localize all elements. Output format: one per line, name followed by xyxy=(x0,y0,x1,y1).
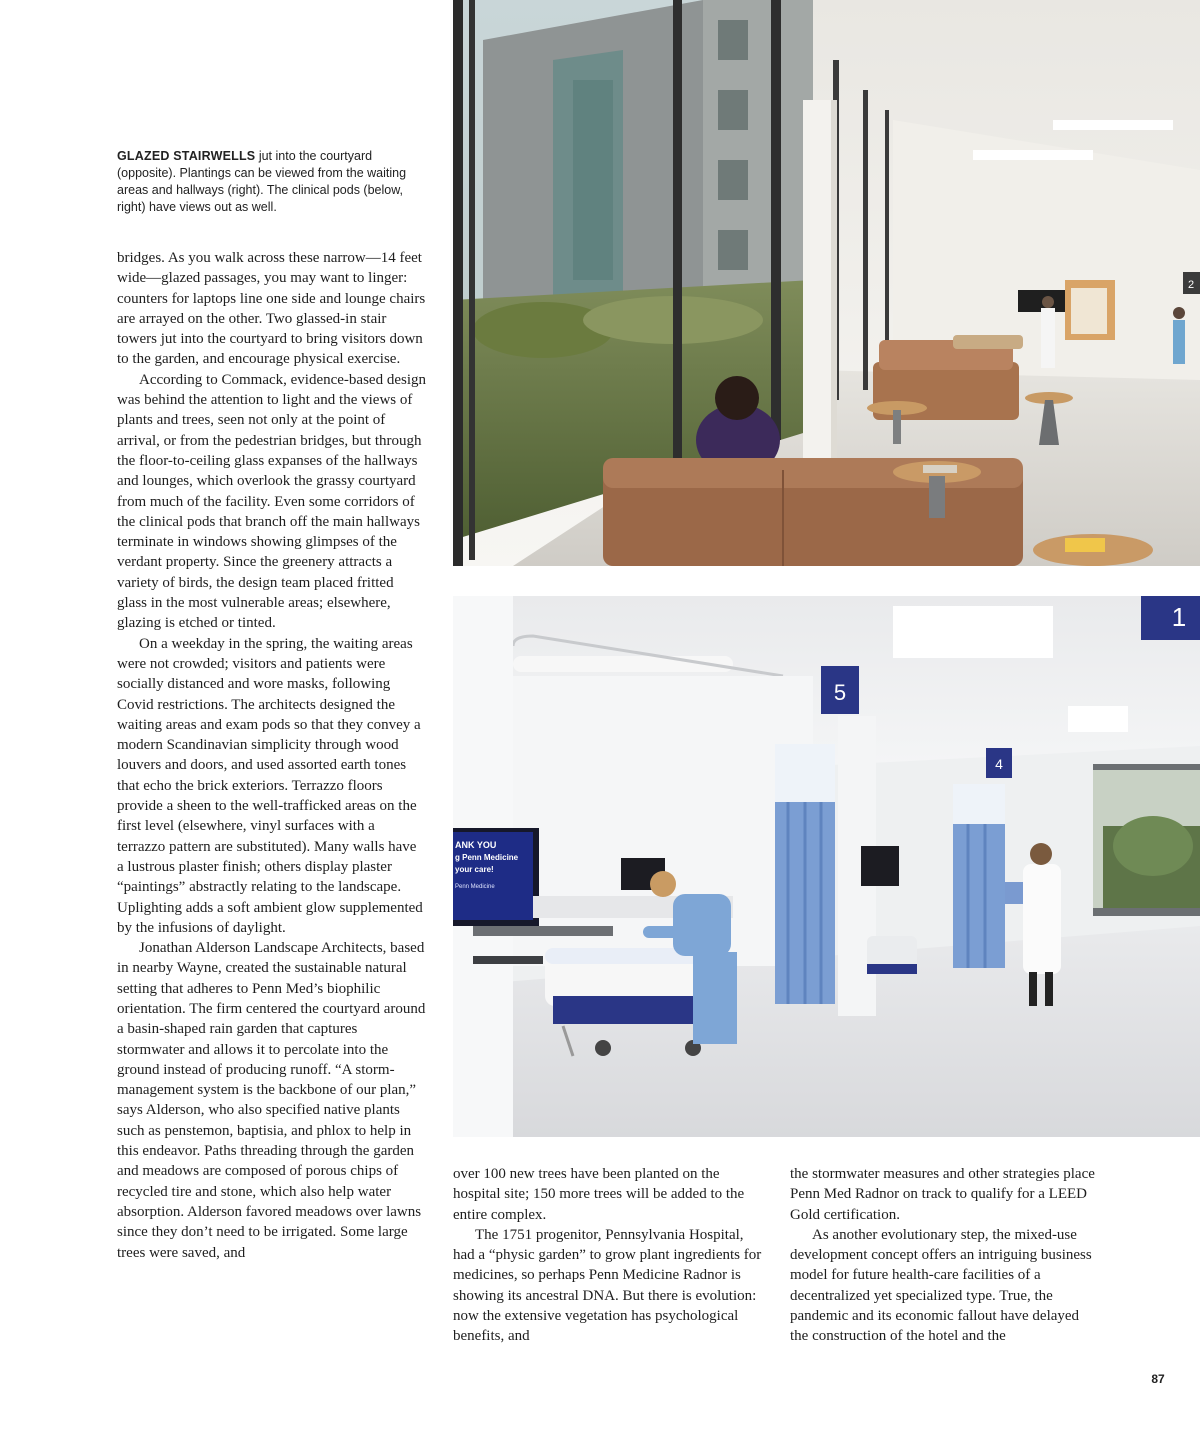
pod-sign-5: 5 xyxy=(833,680,847,705)
wall-sign-number: 2 xyxy=(1187,279,1195,291)
photo-clinical-pods xyxy=(453,596,1200,1137)
paragraph: over 100 new trees have been planted on the hospital site; 150 more trees will be added to the entire complex. xyxy=(453,1166,745,1223)
photo-caption xyxy=(117,148,417,216)
text-column-1 xyxy=(117,248,426,1263)
screen-footer: Penn Medicine xyxy=(455,884,495,890)
paragraph: the stormwater measures and other strategies place Penn Med Radnor on track to qualify for a LEED Gold certification. xyxy=(790,1166,1095,1223)
paragraph: On a weekday in the spring, the waiting areas were not crowded; visitors and patients were socially distanced and wore masks, following Covid restrictions. The architects designed the waiting areas and exam pods so that they convey a modern Scandinavian simplicity through wood louvers and doors, and used assorted earth tones that echo the brick exteriors. Terrazzo floors provide a sheen to the well-trafficked areas on the first level (elsewhere, vinyl surfaces with a terrazzo pattern are substituted). Many walls have a lustrous plaster finish; others display plaster “paintings” abstractly relating to the landscape. Uplighting adds a soft ambient glow supplemented by the infusions of daylight. xyxy=(117,635,423,936)
screen-line-1: ANK YOU xyxy=(455,840,497,850)
text-column-3 xyxy=(790,1164,1100,1347)
pod-sign-edge: 1 xyxy=(1171,602,1187,632)
page-number: 87 xyxy=(1151,1372,1165,1386)
photo-waiting-hallway xyxy=(453,0,1200,566)
paragraph: bridges. As you walk across these narrow—14 feet wide—glazed passages, you may want to linger: counters for laptops line one side and lounge chairs are arrayed on the other. Two glassed-in stair towers jut into the courtyard to bring visitors down to the garden, and encourage physical exercise. xyxy=(117,250,426,368)
screen-line-3: your care! xyxy=(455,865,494,874)
caption-text: jut into the courtyard (opposite). Plantings can be viewed from the waiting areas and hallways (right). The clinical pods (below, right) have views out as well. xyxy=(117,149,407,214)
paragraph: As another evolutionary step, the mixed-use development concept offers an intriguing business model for future health-care facilities of a decentralized yet specialized type. True, the pandemic and its economic fallout have delayed the construction of the hotel and the xyxy=(790,1226,1092,1345)
pod-sign-4: 4 xyxy=(995,756,1003,772)
paragraph: Jonathan Alderson Landscape Architects, based in nearby Wayne, created the sustainable natural setting that adheres to Penn Med’s biophilic orientation. The firm centered the courtyard around a basin-shaped rain garden that captures stormwater and allows it to percolate into the ground instead of producing runoff. “A storm-management system is the backbone of our plan,” says Alderson, who also specified native plants such as penstemon, baptisia, and phlox to help in this endeavor. Paths threading through the garden and meadows are composed of porous chips of recycled tire and stone, which also help water absorption. Alderson favored meadows over lawns since they don’t need to be irrigated. Some large trees were saved, and xyxy=(117,940,426,1261)
paragraph: According to Commack, evidence-based design was behind the attention to light and the views of plants and trees, seen not only at the point of arrival, or from the pedestrian bridges, but through the floor-to-ceiling glass expanses of the hallways and lounges, which overlook the grassy courtyard from much of the facility. Even some corridors of the clinical pods that branch off the main hallways terminate in windows showing glimpses of the verdant property. Since the greenery attracts a variety of birds, the design team placed fritted glass in the most vulnerable areas; elsewhere, glazing is etched or tinted. xyxy=(117,371,426,632)
screen-line-2: g Penn Medicine xyxy=(455,853,519,862)
paragraph: The 1751 progenitor, Pennsylvania Hospital, had a “physic garden” to grow plant ingredients for medicines, so perhaps Penn Medicine Radnor is showing its ancestral DNA. But there is evolution: now the extensive vegetation has psychological benefits, and xyxy=(453,1226,762,1345)
caption-lead: GLAZED STAIRWELLS xyxy=(117,149,256,163)
text-column-2 xyxy=(453,1164,763,1347)
